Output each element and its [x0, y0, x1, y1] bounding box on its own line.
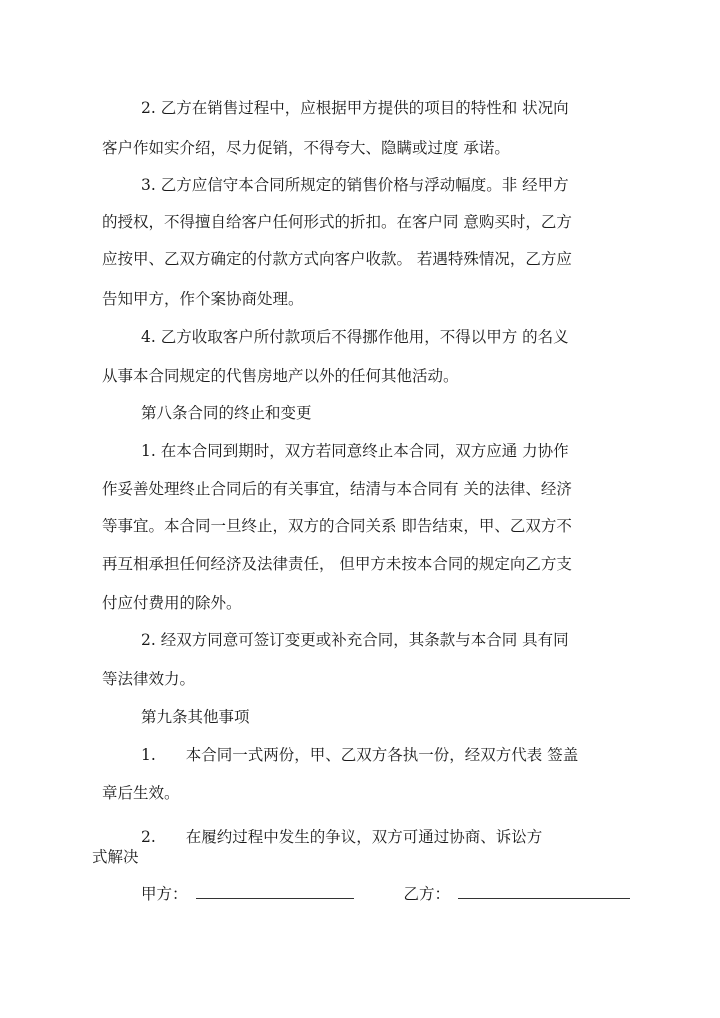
para-2-line-1: 2. 乙方在销售过程中，应根据甲方提供的项目的特性和 状况向: [141, 99, 569, 117]
a8-p1-line-1: 1. 在本合同到期时，双方若同意终止本合同，双方应通 力协作: [141, 442, 569, 460]
para-3-line-4: 告知甲方，作个案协商处理。: [102, 290, 304, 308]
a9-p2-line-2: 式解决: [92, 848, 139, 866]
article-9-heading: 第九条其他事项: [141, 708, 250, 726]
a9-p2-number: 2.: [141, 828, 156, 846]
a9-p1-line-2: 章后生效。: [102, 784, 180, 802]
a8-p1-line-2: 作妥善处理终止合同后的有关事宜，结清与本合同有 关的法律、经济: [102, 480, 572, 498]
para-3-line-1: 3. 乙方应信守本合同所规定的销售价格与浮动幅度。非 经甲方: [141, 176, 569, 194]
a8-p2-line-1: 2. 经双方同意可签订变更或补充合同，其条款与本合同 具有同: [141, 631, 569, 649]
article-8-heading: 第八条合同的终止和变更: [141, 404, 312, 422]
signature-row: [0, 883, 720, 905]
party-a-label: 甲方：: [141, 885, 188, 903]
a8-p1-line-4: 再互相承担任何经济及法律责任， 但甲方未按本合同的规定向乙方支: [102, 555, 572, 573]
a9-p1-line-1: [0, 744, 720, 766]
para-4-line-2: 从事本合同规定的代售房地产以外的任何其他活动。: [102, 367, 459, 385]
para-4-line-1: 4. 乙方收取客户所付款项后不得挪作他用，不得以甲方 的名义: [141, 328, 569, 346]
a9-p2-text: 在履约过程中发生的争议，双方可通过协商、诉讼方: [185, 828, 543, 846]
a8-p2-line-2: 等法律效力。: [102, 670, 196, 688]
a8-p1-line-5: 付应付费用的除外。: [102, 594, 242, 612]
para-3-line-2: 的授权，不得擅自给客户任何形式的折扣。在客户同 意购买时，乙方: [102, 213, 572, 231]
a9-p1-number: 1.: [141, 746, 156, 764]
party-a-signature-field[interactable]: [196, 884, 354, 899]
a9-p1-text: 本合同一式两份，甲、乙双方各执一份，经双方代表 签盖: [185, 746, 579, 764]
a8-p1-line-3: 等事宜。本合同一旦终止，双方的合同关系 即告结束，甲、乙双方不: [102, 517, 572, 535]
a9-p2-line-1: [0, 826, 720, 848]
para-2-line-2: 客户作如实介绍，尽力促销，不得夸大、隐瞒或过度 承诺。: [102, 139, 510, 157]
para-3-line-3: 应按甲、乙双方确定的付款方式向客户收款。 若遇特殊情况，乙方应: [102, 250, 572, 268]
party-b-label: 乙方：: [403, 885, 451, 903]
party-b-signature-field[interactable]: [458, 884, 630, 899]
